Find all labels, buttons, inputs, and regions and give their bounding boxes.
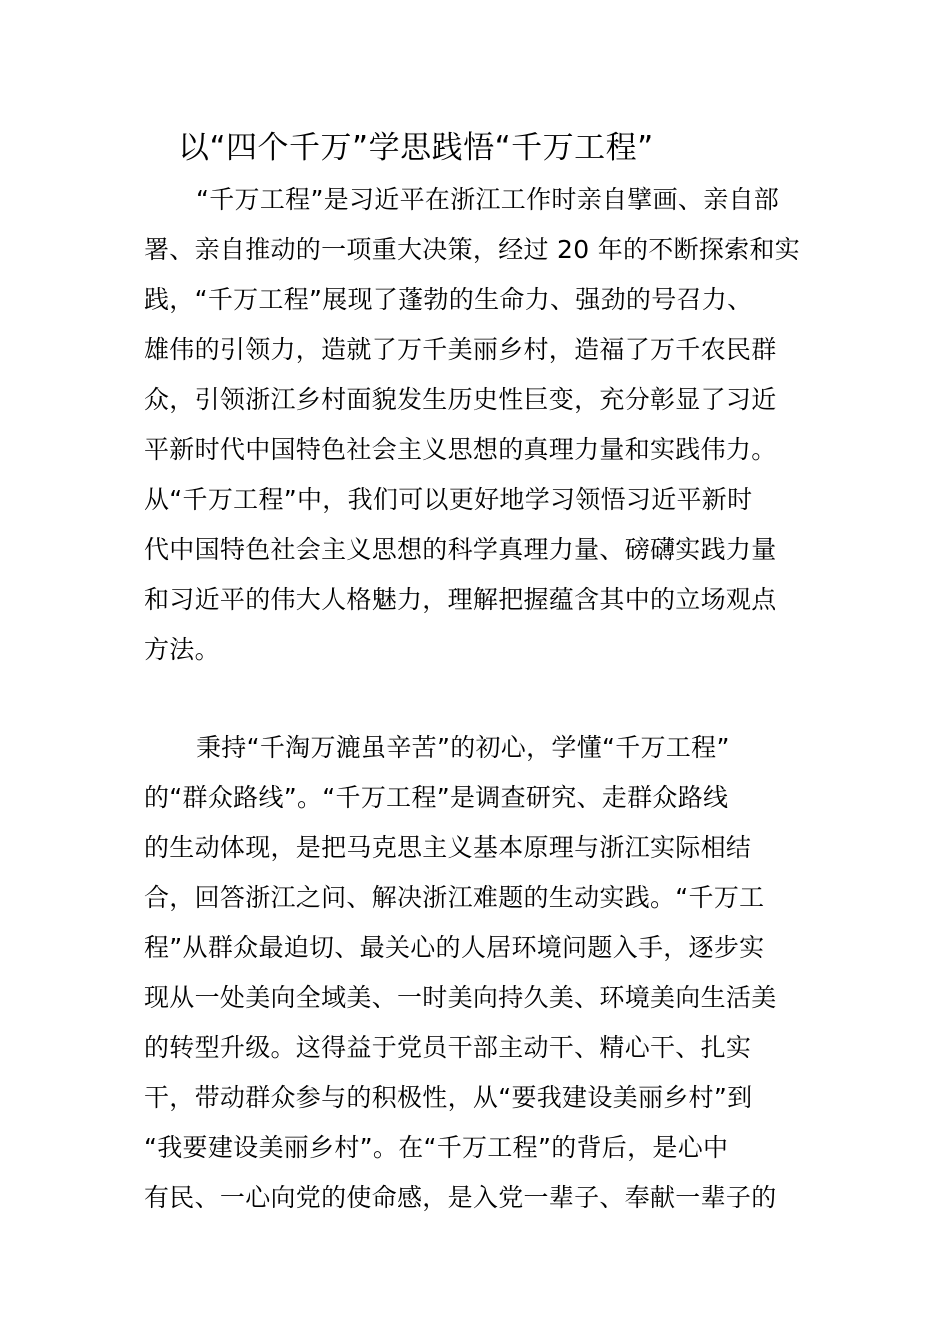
paragraph-2-line: 秉持“千淘万漉虽辛苦”的初心，学懂“千万工程” <box>196 733 730 762</box>
paragraph-1-line: 署、亲自推动的一项重大决策，经过 20 年的不断探索和实 <box>144 235 801 264</box>
paragraph-2-line: 合，回答浙江之问、解决浙江难题的生动实践。“千万工 <box>144 883 765 912</box>
paragraph-2-line: “我要建设美丽乡村”。在“千万工程”的背后，是心中 <box>144 1133 729 1162</box>
document-title: 以“四个千万”学思践悟“千万工程” <box>178 130 654 166</box>
paragraph-1-line: 众，引领浙江乡村面貌发生历史性巨变，充分彰显了习近 <box>144 385 777 414</box>
paragraph-1-line: 代中国特色社会主义思想的科学真理力量、磅礴实践力量 <box>144 535 777 564</box>
paragraph-2-line: 的转型升级。这得益于党员干部主动干、精心干、扎实 <box>144 1033 752 1062</box>
paragraph-1-line: 和习近平的伟大人格魅力，理解把握蕴含其中的立场观点 <box>144 585 777 614</box>
paragraph-2-line: 的生动体现，是把马克思主义基本原理与浙江实际相结 <box>144 833 752 862</box>
paragraph-2-line: 的“群众路线”。“千万工程”是调查研究、走群众路线 <box>144 783 729 812</box>
paragraph-1-line: 平新时代中国特色社会主义思想的真理力量和实践伟力。 <box>144 435 777 464</box>
paragraph-2-line: 程”从群众最迫切、最关心的人居环境问题入手，逐步实 <box>144 933 765 962</box>
paragraph-1-line: 从“千万工程”中，我们可以更好地学习领悟习近平新时 <box>144 485 753 514</box>
paragraph-1-line: 方法。 <box>144 635 220 664</box>
paragraph-1-line: 践，“千万工程”展现了蓬勃的生命力、强劲的号召力、 <box>144 285 753 314</box>
paragraph-1-line: 雄伟的引领力，造就了万千美丽乡村，造福了万千农民群 <box>144 335 777 364</box>
paragraph-2-line: 有民、一心向党的使命感，是入党一辈子、奉献一辈子的 <box>144 1183 777 1212</box>
paragraph-2-line: 现从一处美向全域美、一时美向持久美、环境美向生活美 <box>144 983 777 1012</box>
paragraph-2-line: 干，带动群众参与的积极性，从“要我建设美丽乡村”到 <box>144 1083 753 1112</box>
paragraph-1-line: “千万工程”是习近平在浙江工作时亲自擘画、亲自部 <box>196 185 780 214</box>
